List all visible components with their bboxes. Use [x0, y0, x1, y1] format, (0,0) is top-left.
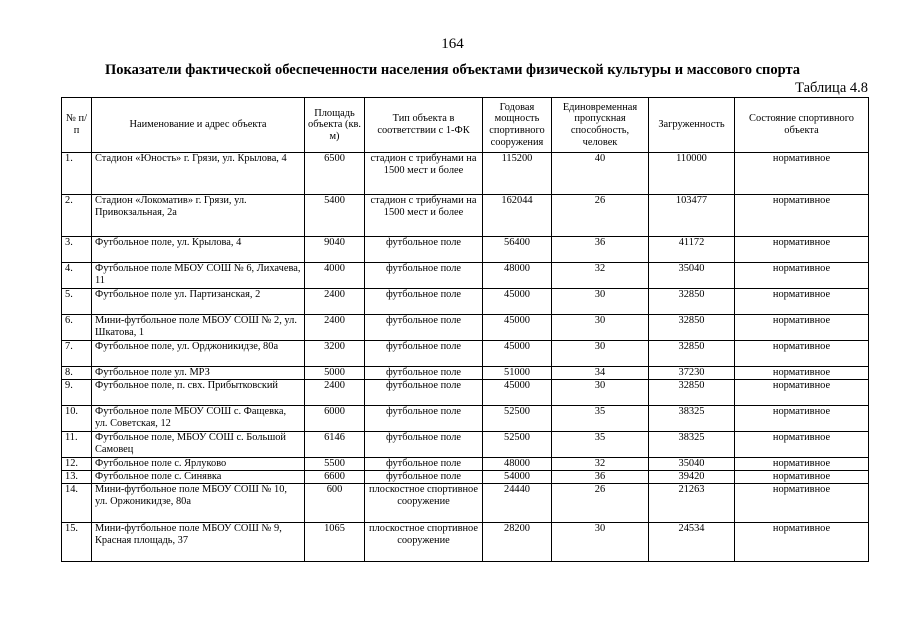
object-area: 2400	[305, 289, 365, 315]
object-state: нормативное	[735, 523, 869, 562]
table-row	[62, 237, 869, 263]
object-state: нормативное	[735, 471, 869, 484]
object-name: Футбольное поле ул. МРЗ	[92, 367, 305, 380]
object-area: 5000	[305, 367, 365, 380]
row-number: 11.	[62, 432, 92, 458]
load: 38325	[649, 406, 735, 432]
row-number: 13.	[62, 471, 92, 484]
object-name: Стадион «Локоматив» г. Грязи, ул. Привокзальная, 2а	[92, 195, 305, 237]
annual-capacity: 51000	[483, 367, 552, 380]
object-name: Футбольное поле ул. Партизанская, 2	[92, 289, 305, 315]
object-type: футбольное поле	[365, 471, 483, 484]
throughput: 35	[552, 406, 649, 432]
object-type: плоскостное спортивное сооружение	[365, 484, 483, 523]
object-state: нормативное	[735, 315, 869, 341]
load: 39420	[649, 471, 735, 484]
table-header-row	[62, 98, 869, 153]
table-row	[62, 367, 869, 380]
annual-capacity: 56400	[483, 237, 552, 263]
table-row	[62, 458, 869, 471]
object-name: Футбольное поле, МБОУ СОШ с. Большой Самовец	[92, 432, 305, 458]
object-state: нормативное	[735, 367, 869, 380]
annual-capacity: 45000	[483, 315, 552, 341]
header-capacity: Годовая мощность спортивного сооружения	[483, 98, 552, 153]
object-name: Футбольное поле МБОУ СОШ с. Фащевка, ул. Советская, 12	[92, 406, 305, 432]
object-name: Стадион «Юность» г. Грязи, ул. Крылова, 4	[92, 153, 305, 195]
row-number: 12.	[62, 458, 92, 471]
object-area: 6600	[305, 471, 365, 484]
header-area: Площадь объекта (кв. м)	[305, 98, 365, 153]
object-name: Футбольное поле, п. свх. Прибытковский	[92, 380, 305, 406]
row-number: 2.	[62, 195, 92, 237]
table-row	[62, 406, 869, 432]
header-type: Тип объекта в соответствии с 1-ФК	[365, 98, 483, 153]
object-name: Футбольное поле МБОУ СОШ № 6, Лихачева, 11	[92, 263, 305, 289]
table-row	[62, 471, 869, 484]
annual-capacity: 45000	[483, 341, 552, 367]
throughput: 26	[552, 484, 649, 523]
object-type: стадион с трибунами на 1500 мест и более	[365, 195, 483, 237]
load: 32850	[649, 380, 735, 406]
row-number: 5.	[62, 289, 92, 315]
object-area: 4000	[305, 263, 365, 289]
table-row	[62, 341, 869, 367]
annual-capacity: 52500	[483, 432, 552, 458]
object-area: 600	[305, 484, 365, 523]
object-name: Футбольное поле, ул. Крылова, 4	[92, 237, 305, 263]
object-state: нормативное	[735, 195, 869, 237]
table-row	[62, 263, 869, 289]
row-number: 10.	[62, 406, 92, 432]
annual-capacity: 45000	[483, 289, 552, 315]
object-name: Мини-футбольное поле МБОУ СОШ № 9, Красная площадь, 37	[92, 523, 305, 562]
row-number: 4.	[62, 263, 92, 289]
table-row	[62, 380, 869, 406]
header-load: Загруженность	[649, 98, 735, 153]
throughput: 30	[552, 341, 649, 367]
object-state: нормативное	[735, 432, 869, 458]
object-state: нормативное	[735, 263, 869, 289]
throughput: 36	[552, 237, 649, 263]
object-state: нормативное	[735, 341, 869, 367]
object-type: футбольное поле	[365, 406, 483, 432]
object-type: футбольное поле	[365, 432, 483, 458]
load: 41172	[649, 237, 735, 263]
object-area: 6000	[305, 406, 365, 432]
object-type: футбольное поле	[365, 458, 483, 471]
table-row	[62, 484, 869, 523]
throughput: 34	[552, 367, 649, 380]
load: 24534	[649, 523, 735, 562]
table-row	[62, 315, 869, 341]
throughput: 40	[552, 153, 649, 195]
object-area: 5400	[305, 195, 365, 237]
load: 21263	[649, 484, 735, 523]
table-label: Таблица 4.8	[795, 80, 868, 96]
object-state: нормативное	[735, 484, 869, 523]
object-type: футбольное поле	[365, 237, 483, 263]
row-number: 6.	[62, 315, 92, 341]
load: 32850	[649, 315, 735, 341]
annual-capacity: 115200	[483, 153, 552, 195]
annual-capacity: 48000	[483, 263, 552, 289]
throughput: 26	[552, 195, 649, 237]
object-type: футбольное поле	[365, 367, 483, 380]
throughput: 30	[552, 380, 649, 406]
object-area: 1065	[305, 523, 365, 562]
row-number: 8.	[62, 367, 92, 380]
throughput: 35	[552, 432, 649, 458]
load: 103477	[649, 195, 735, 237]
row-number: 1.	[62, 153, 92, 195]
load: 110000	[649, 153, 735, 195]
object-area: 6146	[305, 432, 365, 458]
object-state: нормативное	[735, 458, 869, 471]
table-row	[62, 289, 869, 315]
annual-capacity: 28200	[483, 523, 552, 562]
object-area: 6500	[305, 153, 365, 195]
annual-capacity: 54000	[483, 471, 552, 484]
object-type: футбольное поле	[365, 315, 483, 341]
header-num: № п/п	[62, 98, 92, 153]
object-name: Мини-футбольное поле МБОУ СОШ № 10, ул. Оржоникидзе, 80а	[92, 484, 305, 523]
object-state: нормативное	[735, 406, 869, 432]
object-area: 2400	[305, 315, 365, 341]
object-area: 9040	[305, 237, 365, 263]
object-type: футбольное поле	[365, 341, 483, 367]
throughput: 30	[552, 315, 649, 341]
load: 35040	[649, 263, 735, 289]
object-type: футбольное поле	[365, 380, 483, 406]
table-body	[62, 153, 869, 562]
object-name: Футбольное поле с. Ярлуково	[92, 458, 305, 471]
page-number: 164	[441, 36, 464, 52]
object-type: футбольное поле	[365, 289, 483, 315]
load: 32850	[649, 341, 735, 367]
object-area: 5500	[305, 458, 365, 471]
annual-capacity: 24440	[483, 484, 552, 523]
table-row	[62, 195, 869, 237]
throughput: 30	[552, 289, 649, 315]
header-state: Состояние спортивного объекта	[735, 98, 869, 153]
annual-capacity: 162044	[483, 195, 552, 237]
load: 37230	[649, 367, 735, 380]
table-row	[62, 432, 869, 458]
annual-capacity: 48000	[483, 458, 552, 471]
object-name: Мини-футбольное поле МБОУ СОШ № 2, ул. Шкатова, 1	[92, 315, 305, 341]
object-type: стадион с трибунами на 1500 мест и более	[365, 153, 483, 195]
object-state: нормативное	[735, 289, 869, 315]
object-state: нормативное	[735, 153, 869, 195]
object-area: 2400	[305, 380, 365, 406]
row-number: 9.	[62, 380, 92, 406]
row-number: 7.	[62, 341, 92, 367]
row-number: 14.	[62, 484, 92, 523]
table-row	[62, 153, 869, 195]
load: 35040	[649, 458, 735, 471]
object-type: футбольное поле	[365, 263, 483, 289]
throughput: 30	[552, 523, 649, 562]
object-name: Футбольное поле с. Синявка	[92, 471, 305, 484]
load: 38325	[649, 432, 735, 458]
load: 32850	[649, 289, 735, 315]
throughput: 32	[552, 263, 649, 289]
throughput: 36	[552, 471, 649, 484]
facilities-table	[61, 97, 869, 562]
throughput: 32	[552, 458, 649, 471]
table-row	[62, 523, 869, 562]
annual-capacity: 45000	[483, 380, 552, 406]
object-name: Футбольное поле, ул. Орджоникидзе, 80а	[92, 341, 305, 367]
object-area: 3200	[305, 341, 365, 367]
annual-capacity: 52500	[483, 406, 552, 432]
header-name: Наименование и адрес объекта	[92, 98, 305, 153]
object-type: плоскостное спортивное сооружение	[365, 523, 483, 562]
header-throughput: Единовременная пропускная способность, человек	[552, 98, 649, 153]
table-title: Показатели фактической обеспеченности населения объектами физической культуры и массового спорта	[104, 62, 801, 78]
object-state: нормативное	[735, 380, 869, 406]
row-number: 3.	[62, 237, 92, 263]
object-state: нормативное	[735, 237, 869, 263]
row-number: 15.	[62, 523, 92, 562]
